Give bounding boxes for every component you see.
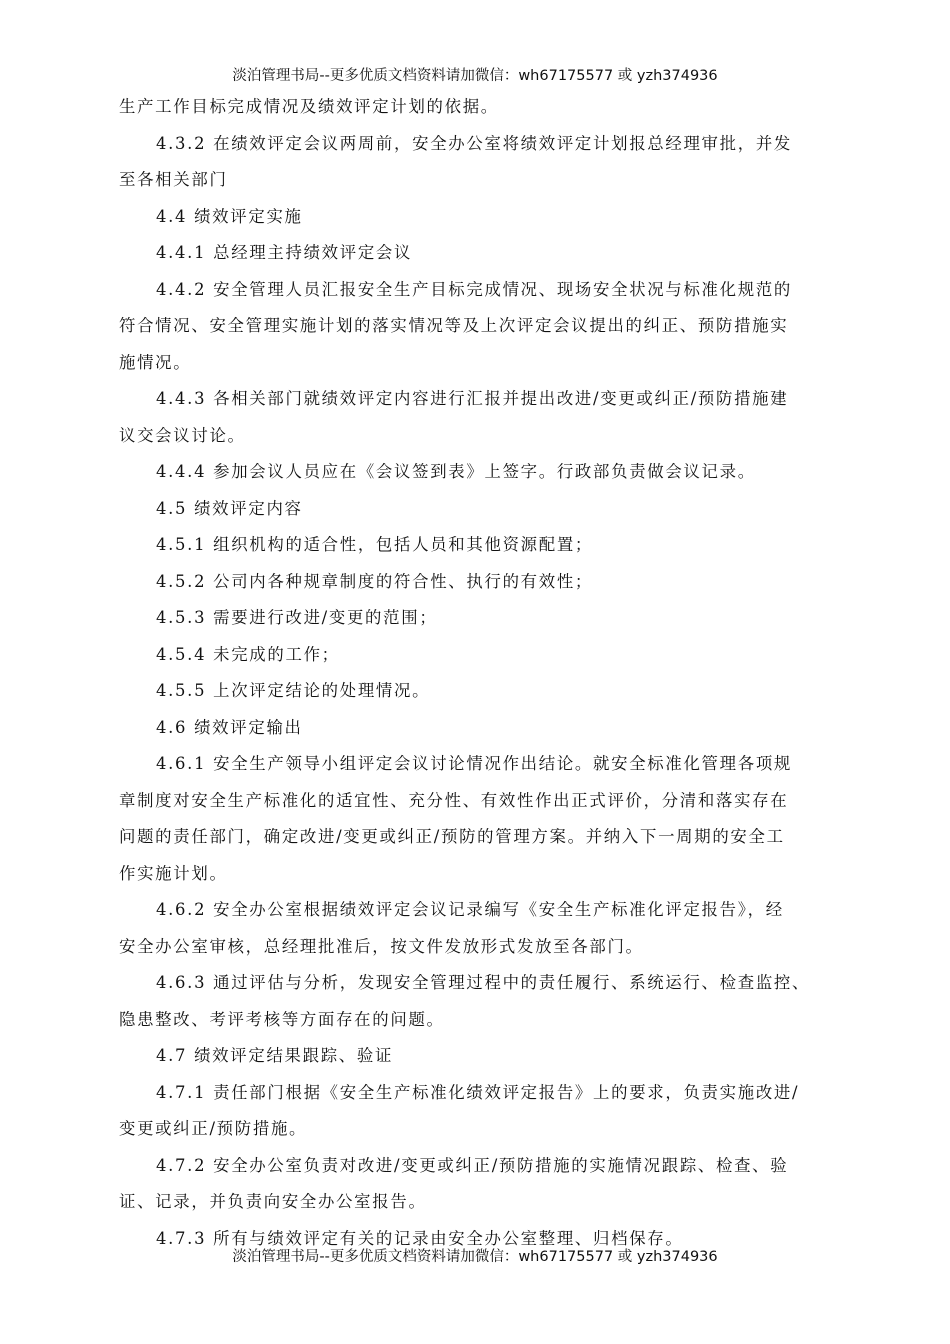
paragraph-line: 4.7.3 所有与绩效评定有关的记录由安全办公室整理、归档保存。 xyxy=(156,1228,684,1248)
section-heading: 4.4 绩效评定实施 xyxy=(156,206,303,226)
paragraph-line: 4.3.2 在绩效评定会议两周前，安全办公室将绩效评定计划报总经理审批，并发 xyxy=(156,133,793,153)
paragraph-line: 4.7.2 安全办公室负责对改进/变更或纠正/预防措施的实施情况跟踪、检查、验 xyxy=(156,1155,789,1175)
paragraph-line: 作实施计划。 xyxy=(119,863,228,883)
paragraph-line: 4.5.4 未完成的工作； xyxy=(156,644,340,664)
paragraph-line: 证、记录，并负责向安全办公室报告。 xyxy=(119,1192,427,1211)
paragraph-line: 4.6.1 安全生产领导小组评定会议讨论情况作出结论。就安全标准化管理各项规 xyxy=(156,754,793,773)
page-footer: 淡泊管理书局--更多优质文档资料请加微信：wh67175577 或 yzh374936 xyxy=(232,1249,718,1265)
paragraph-line: 4.5.2 公司内各种规章制度的符合性、执行的有效性； xyxy=(156,571,594,591)
paragraph-line: 4.5.3 需要进行改进/变更的范围； xyxy=(156,608,438,627)
document-body xyxy=(119,89,841,1257)
paragraph-line: 章制度对安全生产标准化的适宜性、充分性、有效性作出正式评价，分清和落实存在 xyxy=(119,790,789,810)
paragraph-line: 4.6.2 安全办公室根据绩效评定会议记录编写《安全生产标准化评定报告》，经 xyxy=(156,900,784,919)
paragraph-line: 4.4.2 安全管理人员汇报安全生产目标完成情况、现场安全状况与标准化规范的 xyxy=(156,279,793,299)
paragraph-line: 4.4.1 总经理主持绩效评定会议 xyxy=(156,243,413,262)
paragraph-line: 问题的责任部门，确定改进/变更或纠正/预防的管理方案。并纳入下一周期的安全工 xyxy=(119,827,785,846)
paragraph-line: 4.4.4 参加会议人员应在《会议签到表》上签字。行政部负责做会议记录。 xyxy=(156,462,756,481)
paragraph-line: 4.5.5 上次评定结论的处理情况。 xyxy=(156,681,431,700)
paragraph-line: 施情况。 xyxy=(119,352,192,372)
section-heading: 4.6 绩效评定输出 xyxy=(156,717,303,737)
paragraph-line: 隐患整改、考评考核等方面存在的问题。 xyxy=(119,1009,445,1029)
page-header: 淡泊管理书局--更多优质文档资料请加微信：wh67175577 或 yzh374936 xyxy=(232,68,718,84)
section-heading: 4.7 绩效评定结果跟踪、验证 xyxy=(156,1046,394,1065)
section-heading: 4.5 绩效评定内容 xyxy=(156,498,303,518)
paragraph-line: 安全办公室审核，总经理批准后，按文件发放形式发放至各部门。 xyxy=(119,936,644,956)
paragraph-line: 4.7.1 责任部门根据《安全生产标准化绩效评定报告》上的要求，负责实施改进/ xyxy=(156,1082,800,1102)
paragraph-line: 议交会议讨论。 xyxy=(119,425,246,445)
paragraph-line: 4.6.3 通过评估与分析，发现安全管理过程中的责任履行、系统运行、检查监控、 xyxy=(156,973,811,992)
paragraph-line: 符合情况、安全管理实施计划的落实情况等及上次评定会议提出的纠正、预防措施实 xyxy=(119,316,789,335)
paragraph-line: 4.4.3 各相关部门就绩效评定内容进行汇报并提出改进/变更或纠正/预防措施建 xyxy=(156,389,789,408)
paragraph-line: 变更或纠正/预防措施。 xyxy=(119,1119,308,1138)
paragraph-line: 生产工作目标完成情况及绩效评定计划的依据。 xyxy=(119,97,499,116)
paragraph-line: 4.5.1 组织机构的适合性，包括人员和其他资源配置； xyxy=(156,535,594,554)
paragraph-line: 至各相关部门 xyxy=(119,170,228,189)
